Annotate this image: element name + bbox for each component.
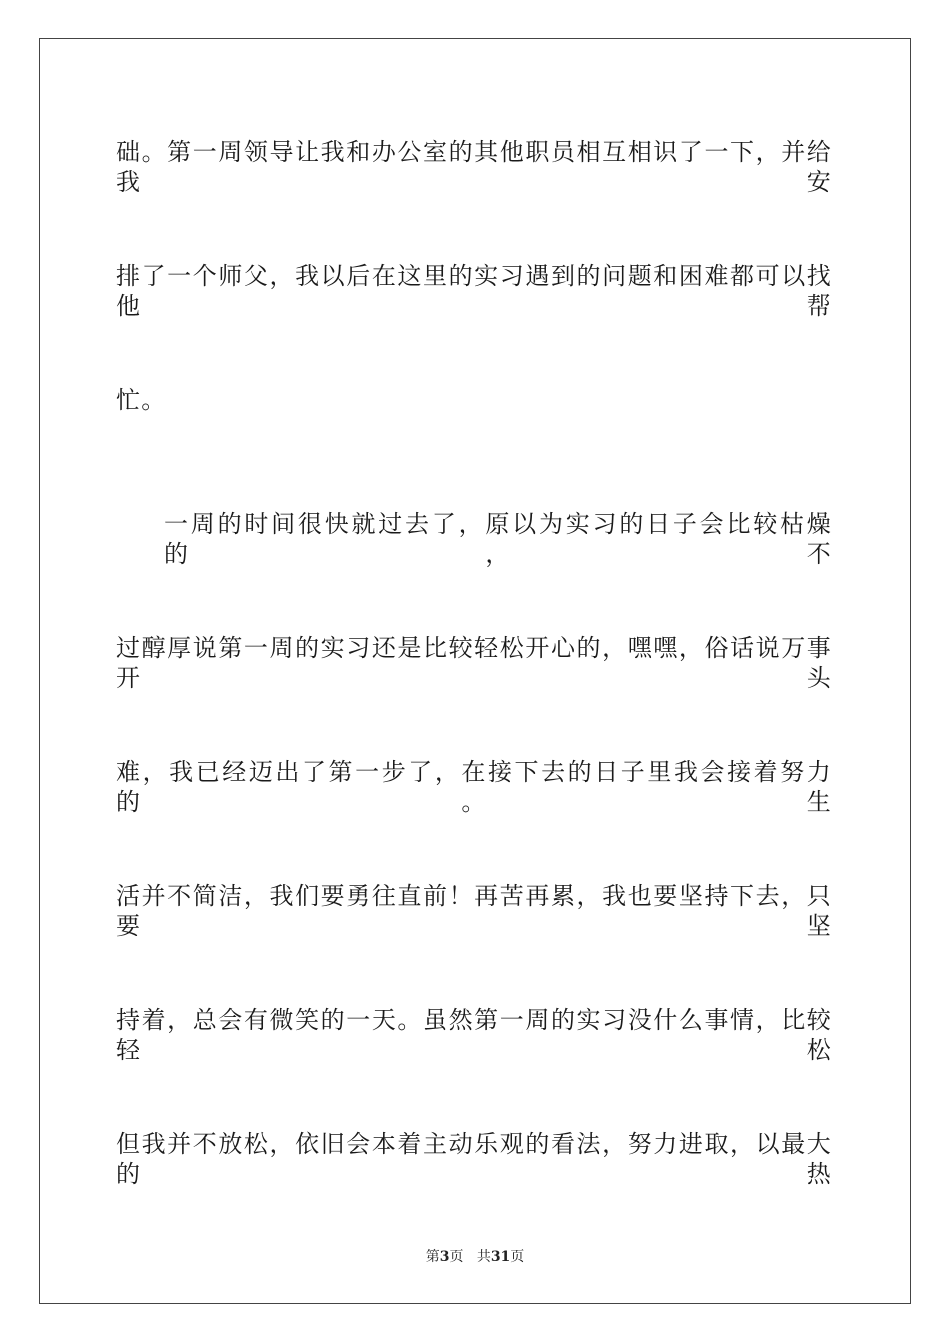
text-line-1: 础。第一周领导让我和办公室的其他职员相互相识了一下，并给我安 — [116, 138, 832, 196]
text-line-9: 但我并不放松，依旧会本着主动乐观的看法，努力进取，以最大的热 — [116, 1130, 832, 1188]
text-line-8: 持着，总会有微笑的一天。虽然第一周的实习没什么事情，比较轻松 — [116, 1006, 832, 1064]
text-line-3: 忙。 — [116, 386, 167, 414]
footer-total-suffix: 页 — [510, 1249, 525, 1265]
footer-prefix: 第 — [425, 1249, 440, 1265]
footer-total-pages: 31 — [490, 1249, 511, 1265]
footer-total-prefix: 共 — [476, 1249, 491, 1265]
text-line-7: 活并不简洁，我们要勇往直前！再苦再累，我也要坚持下去，只要坚 — [116, 882, 832, 940]
page-footer — [0, 1248, 950, 1266]
text-line-4: 一周的时间很快就过去了，原以为实习的日子会比较枯燥的，不 — [164, 510, 832, 568]
text-line-2: 排了一个师父，我以后在这里的实习遇到的问题和困难都可以找他帮 — [116, 262, 832, 320]
text-line-6: 难，我已经迈出了第一步了，在接下去的日子里我会接着努力的。生 — [116, 758, 832, 816]
footer-page-suffix: 页 — [449, 1249, 464, 1265]
footer-page-number: 3 — [439, 1249, 450, 1265]
text-line-5: 过醇厚说第一周的实习还是比较轻松开心的，嘿嘿，俗话说万事开头 — [116, 634, 832, 692]
